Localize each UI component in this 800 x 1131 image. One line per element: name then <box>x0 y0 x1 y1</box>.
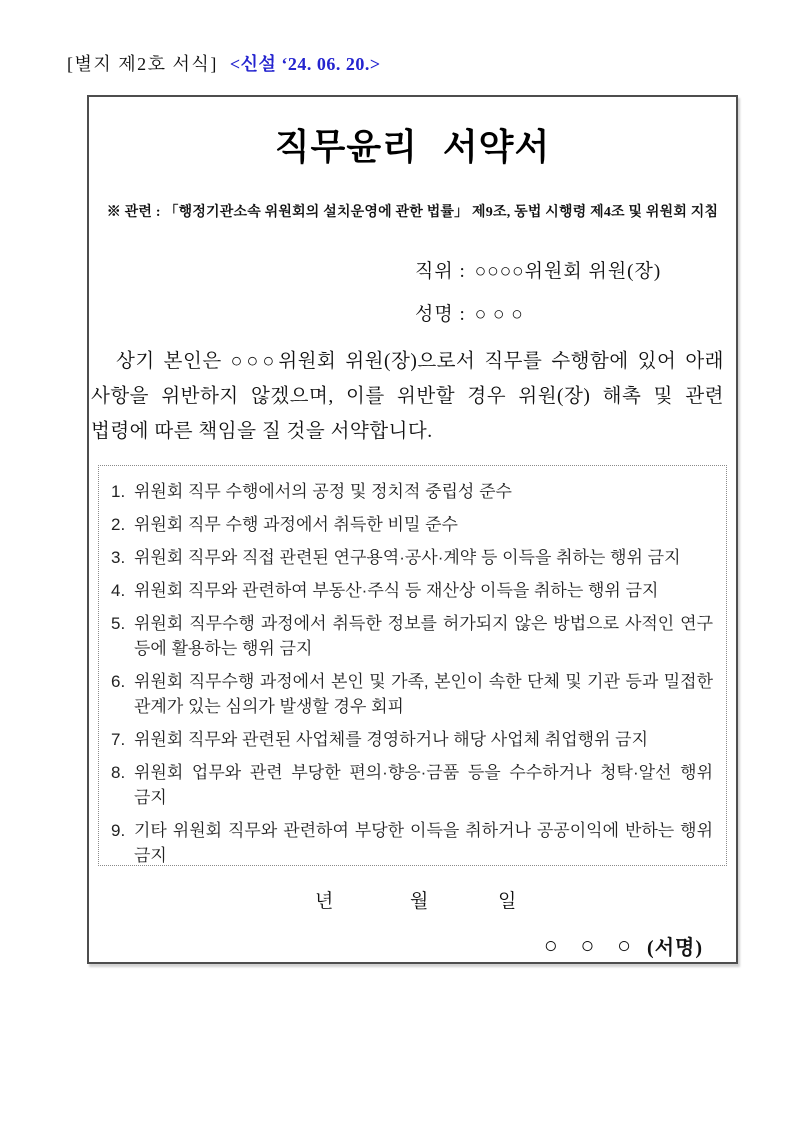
pledge-number: 6. <box>111 672 126 691</box>
position-value: ○○○○위원회 위원(장) <box>474 261 662 282</box>
pledge-text: 기타 위원회 직무와 관련하여 부당한 이득을 취하거나 공공이익에 반하는 행위 금지 <box>134 821 713 865</box>
pledge-item <box>111 727 713 752</box>
position-row <box>415 256 661 283</box>
pledge-number: 4. <box>111 581 126 600</box>
pledge-item <box>111 479 713 504</box>
paragraph-line: 법령에 따른 책임을 질 것을 서약합니다. <box>91 421 433 442</box>
paragraph-line: 사항을 위반하지 않겠으며, 이를 위반할 경우 위원(장) 해촉 및 관련 <box>91 386 724 407</box>
document-frame <box>87 95 738 964</box>
pledge-text: 위원회 직무와 관련하여 부동산·주식 등 재산상 이득을 취하는 행위 금지 <box>134 581 659 600</box>
pledge-text: 위원회 업무와 관련 부당한 편의·향응·금품 등을 수수하거나 청탁·알선 행위 금지 <box>134 763 713 807</box>
pledge-item <box>111 818 713 868</box>
signature-label: (서명) <box>647 937 703 959</box>
pledge-number: 7. <box>111 730 126 749</box>
date-month-label: 월 <box>410 891 429 912</box>
pledge-number: 5. <box>111 614 126 633</box>
pledge-number: 8. <box>111 763 126 782</box>
name-label: 성명 : <box>415 304 466 325</box>
pledge-number: 2. <box>111 515 126 534</box>
pledge-item <box>111 512 713 537</box>
revision-note: <신설 ‘24. 06. 20.> <box>229 54 381 74</box>
name-row <box>415 299 524 326</box>
pledge-text: 위원회 직무와 관련된 사업체를 경영하거나 해당 사업체 취업행위 금지 <box>134 730 649 749</box>
pledge-item <box>111 578 713 603</box>
pledge-number: 3. <box>111 548 126 567</box>
form-label-row <box>67 50 381 76</box>
pledge-number: 1. <box>111 482 126 501</box>
pledge-text: 위원회 직무 수행 과정에서 취득한 비밀 준수 <box>134 515 458 534</box>
pledge-item <box>111 611 713 661</box>
reference-note: ※ 관련 : 「행정기관소속 위원회의 설치운영에 관한 법률」 제9조, 동법 시행령 제4조 및 위원회 지침 <box>106 205 719 220</box>
pledge-item <box>111 545 713 570</box>
signature-row <box>544 931 703 960</box>
date-year-label: 년 <box>315 891 334 912</box>
pledge-text: 위원회 직무수행 과정에서 본인 및 가족, 본인이 속한 단체 및 기관 등과 밀접한 관계가 있는 심의가 발생할 경우 회피 <box>134 672 713 716</box>
date-day-label: 일 <box>498 891 517 912</box>
pledge-text: 위원회 직무수행 과정에서 취득한 정보를 허가되지 않은 방법으로 사적인 연구 등에 활용하는 행위 금지 <box>134 614 713 658</box>
pledge-number: 9. <box>111 821 126 840</box>
pledge-item <box>111 760 713 810</box>
doc-title: 직무윤리 서약서 <box>274 126 551 167</box>
pledge-list-box <box>98 465 727 866</box>
name-value: ○ ○ ○ <box>474 304 524 325</box>
position-label: 직위 : <box>415 261 466 282</box>
pledge-paragraph <box>91 344 724 449</box>
signature-circles: ○ ○ ○ <box>543 932 632 958</box>
pledge-text: 위원회 직무 수행에서의 공정 및 정치적 중립성 준수 <box>134 482 512 501</box>
form-label: [별지 제2호 서식] <box>67 54 218 74</box>
pledge-item <box>111 669 713 719</box>
pledge-text: 위원회 직무와 직접 관련된 연구용역·공사·계약 등 이득을 취하는 행위 금지 <box>134 548 681 567</box>
paragraph-line: 상기 본인은 ○○○위원회 위원(장)으로서 직무를 수행함에 있어 아래 <box>116 351 724 372</box>
date-row <box>89 886 736 912</box>
